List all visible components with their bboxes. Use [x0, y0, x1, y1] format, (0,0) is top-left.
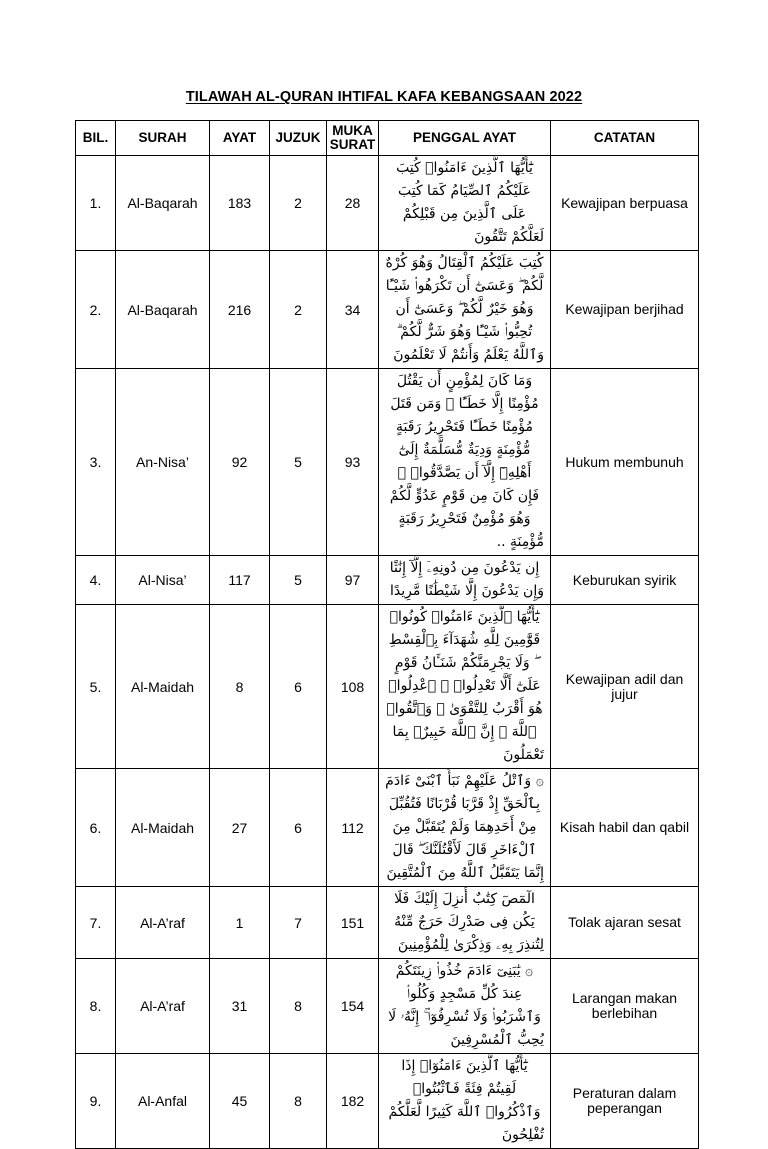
- table-row: [76, 156, 699, 251]
- cell-ayat: 27: [210, 769, 270, 887]
- document-title: TILAWAH AL-QURAN IHTIFAL KAFA KEBANGSAAN 2022: [185, 89, 583, 105]
- cell-penggal-ayat: ۞ يَٰبَنِىٓ ءَادَمَ خُذُوا۟ زِينَتَكُمْ عِندَ كُلِّ مَسْجِدٍ وَكُلُوا۟ وَٱشْرَبُوا۟ وَلَا تُسْرِفُوٓا۟ ۚ إِنَّهُۥ لَا يُحِبُّ ٱلْمُسْرِفِينَ: [379, 959, 551, 1054]
- cell-penggal-ayat: ۞ وَٱتْلُ عَلَيْهِمْ نَبَأَ ٱبْنَىْ ءَادَمَ بِٱلْحَقِّ إِذْ قَرَّبَا قُرْبَانًا فَتُقُبِّلَ مِنْ أَحَدِهِمَا وَلَمْ يُتَقَبَّلْ مِنَ ٱلْءَاخَرِ قَالَ لَأَقْتُلَنَّكَ ۖ قَالَ إِنَّمَا يَتَقَبَّلُ ٱللَّهُ مِنَ ٱلْمُتَّقِينَ: [379, 769, 551, 887]
- cell-ayat: 117: [210, 556, 270, 605]
- header-muka-surat: [327, 121, 379, 156]
- cell-ayat: 183: [210, 156, 270, 251]
- table-row: [76, 605, 699, 769]
- cell-bil: 1.: [76, 156, 116, 251]
- cell-surah: Al-A’raf: [116, 959, 210, 1054]
- cell-muka-surat: 154: [327, 959, 379, 1054]
- recitation-table: [75, 120, 699, 1149]
- cell-penggal-ayat: يَٰٓأَيُّهَا ٱلَّذِينَ ءَامَنُوا۟ كُونُوا۟ قَوَّٰمِينَ لِلَّهِ شُهَدَآءَ بِٱلْقِسْطِ ۖ وَلَا يَجْرِمَنَّكُمْ شَنَـَٔانُ قَوْمٍ عَلَىٰٓ أَلَّا تَعْدِلُوا۟ ۚ ٱعْدِلُوا۟ هُوَ أَقْرَبُ لِلتَّقْوَىٰ ۖ وَٱتَّقُوا۟ ٱللَّهَ ۚ إِنَّ ٱللَّهَ خَبِيرٌۢ بِمَا تَعْمَلُونَ: [379, 605, 551, 769]
- table-row: [76, 1054, 699, 1149]
- table-row: [76, 959, 699, 1054]
- header-penggal-ayat: PENGGAL AYAT: [379, 121, 551, 156]
- cell-muka-surat: 93: [327, 369, 379, 556]
- cell-bil: 2.: [76, 251, 116, 369]
- cell-penggal-ayat: كُتِبَ عَلَيْكُمُ ٱلْقِتَالُ وَهُوَ كُرْهٌ لَّكُمْ ۖ وَعَسَىٰٓ أَن تَكْرَهُوا۟ شَيْـًٔا وَهُوَ خَيْرٌ لَّكُمْ ۖ وَعَسَىٰٓ أَن تُحِبُّوا۟ شَيْـًٔا وَهُوَ شَرٌّ لَّكُمْ ۗ وَٱللَّهُ يَعْلَمُ وَأَنتُمْ لَا تَعْلَمُونَ: [379, 251, 551, 369]
- cell-ayat: 92: [210, 369, 270, 556]
- cell-penggal-ayat: الٓمٓصٓ كِتَٰبٌ أُنزِلَ إِلَيْكَ فَلَا يَكُن فِى صَدْرِكَ حَرَجٌ مِّنْهُ لِتُنذِرَ بِهِۦ وَذِكْرَىٰ لِلْمُؤْمِنِينَ: [379, 887, 551, 959]
- cell-surah: Al-Baqarah: [116, 156, 210, 251]
- cell-muka-surat: 97: [327, 556, 379, 605]
- table-row: [76, 769, 699, 887]
- cell-bil: 6.: [76, 769, 116, 887]
- table-row: [76, 887, 699, 959]
- cell-surah: An-Nisa’: [116, 369, 210, 556]
- cell-catatan: Kisah habil dan qabil: [551, 769, 699, 887]
- cell-penggal-ayat: إِن يَدْعُونَ مِن دُونِهِۦٓ إِلَّآ إِنَٰثًا وَإِن يَدْعُونَ إِلَّا شَيْطَٰنًا مَّرِيدًا: [379, 556, 551, 605]
- header-juzuk: JUZUK: [270, 121, 327, 156]
- cell-bil: 3.: [76, 369, 116, 556]
- cell-juzuk: 2: [270, 156, 327, 251]
- cell-muka-surat: 182: [327, 1054, 379, 1149]
- cell-catatan: Kewajipan adil dan jujur: [551, 605, 699, 769]
- cell-surah: Al-A’raf: [116, 887, 210, 959]
- cell-ayat: 31: [210, 959, 270, 1054]
- cell-surah: Al-Anfal: [116, 1054, 210, 1149]
- cell-juzuk: 8: [270, 959, 327, 1054]
- cell-muka-surat: 108: [327, 605, 379, 769]
- cell-ayat: 45: [210, 1054, 270, 1149]
- header-catatan: CATATAN: [551, 121, 699, 156]
- cell-muka-surat: 151: [327, 887, 379, 959]
- cell-catatan: Kewajipan berpuasa: [551, 156, 699, 251]
- header-muka-surat-line2: SURAT: [329, 137, 376, 152]
- table-row: [76, 251, 699, 369]
- cell-penggal-ayat: يَٰٓأَيُّهَا ٱلَّذِينَ ءَامَنُوٓا۟ إِذَا لَقِيتُمْ فِئَةً فَٱثْبُتُوا۟ وَٱذْكُرُوا۟ ٱللَّهَ كَثِيرًا لَّعَلَّكُمْ تُفْلِحُونَ: [379, 1054, 551, 1149]
- cell-bil: 5.: [76, 605, 116, 769]
- header-surah: SURAH: [116, 121, 210, 156]
- cell-surah: Al-Maidah: [116, 605, 210, 769]
- cell-muka-surat: 28: [327, 156, 379, 251]
- cell-surah: Al-Nisa’: [116, 556, 210, 605]
- cell-bil: 8.: [76, 959, 116, 1054]
- cell-surah: Al-Maidah: [116, 769, 210, 887]
- cell-juzuk: 8: [270, 1054, 327, 1149]
- cell-bil: 4.: [76, 556, 116, 605]
- cell-catatan: Hukum membunuh: [551, 369, 699, 556]
- cell-catatan: Peraturan dalam peperangan: [551, 1054, 699, 1149]
- table-row: [76, 369, 699, 556]
- header-ayat: AYAT: [210, 121, 270, 156]
- cell-juzuk: 5: [270, 556, 327, 605]
- cell-juzuk: 6: [270, 605, 327, 769]
- cell-muka-surat: 34: [327, 251, 379, 369]
- cell-catatan: Kewajipan berjihad: [551, 251, 699, 369]
- cell-penggal-ayat: وَمَا كَانَ لِمُؤْمِنٍ أَن يَقْتُلَ مُؤْمِنًا إِلَّا خَطَـًٔا ۚ وَمَن قَتَلَ مُؤْمِنًا خَطَـًٔا فَتَحْرِيرُ رَقَبَةٍ مُّؤْمِنَةٍ وَدِيَةٌ مُّسَلَّمَةٌ إِلَىٰٓ أَهْلِهِۦٓ إِلَّآ أَن يَصَّدَّقُوا۟ ۚ فَإِن كَانَ مِن قَوْمٍ عَدُوٍّ لَّكُمْ وَهُوَ مُؤْمِنٌ فَتَحْرِيرُ رَقَبَةٍ مُّؤْمِنَةٍ ..: [379, 369, 551, 556]
- cell-ayat: 1: [210, 887, 270, 959]
- header-muka-surat-line1: MUKA: [332, 123, 373, 138]
- cell-juzuk: 7: [270, 887, 327, 959]
- cell-juzuk: 5: [270, 369, 327, 556]
- cell-bil: 7.: [76, 887, 116, 959]
- table-row: [76, 556, 699, 605]
- cell-catatan: Keburukan syirik: [551, 556, 699, 605]
- cell-ayat: 8: [210, 605, 270, 769]
- cell-bil: 9.: [76, 1054, 116, 1149]
- cell-surah: Al-Baqarah: [116, 251, 210, 369]
- cell-juzuk: 6: [270, 769, 327, 887]
- cell-ayat: 216: [210, 251, 270, 369]
- cell-catatan: Tolak ajaran sesat: [551, 887, 699, 959]
- cell-penggal-ayat: يَٰٓأَيُّهَا ٱلَّذِينَ ءَامَنُوا۟ كُتِبَ عَلَيْكُمُ ٱلصِّيَامُ كَمَا كُتِبَ عَلَى ٱلَّذِينَ مِن قَبْلِكُمْ لَعَلَّكُمْ تَتَّقُونَ: [379, 156, 551, 251]
- table-header-row: [76, 121, 699, 156]
- cell-juzuk: 2: [270, 251, 327, 369]
- cell-catatan: Larangan makan berlebihan: [551, 959, 699, 1054]
- cell-muka-surat: 112: [327, 769, 379, 887]
- header-bil: BIL.: [76, 121, 116, 156]
